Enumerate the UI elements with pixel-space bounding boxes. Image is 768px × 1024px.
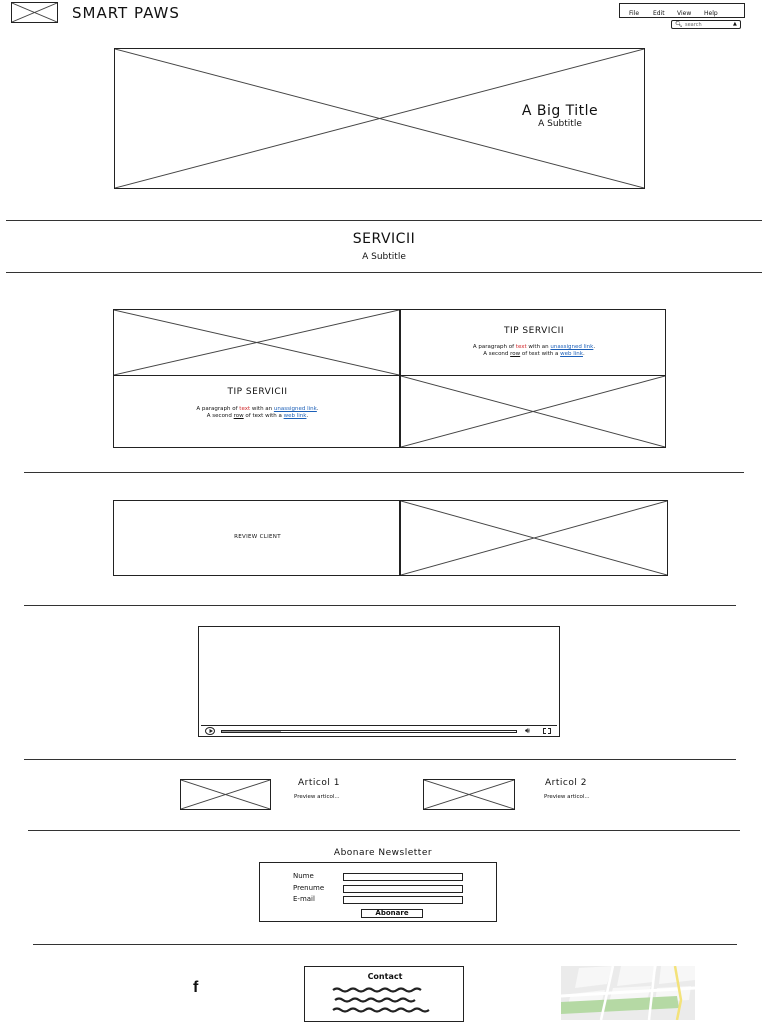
para-row-word: row (510, 351, 521, 357)
service-text-block-2 (113, 375, 400, 448)
prenume-label: Prenume (293, 884, 325, 892)
hero-banner (114, 48, 645, 189)
divider (28, 830, 740, 831)
divider (24, 605, 736, 606)
para-text: . (582, 351, 585, 357)
review-image (400, 500, 668, 576)
menu-edit[interactable]: Edit (653, 10, 665, 17)
menu-help[interactable]: Help (704, 10, 718, 17)
para-text: . (593, 344, 596, 350)
web-link[interactable]: web link (560, 351, 583, 357)
newsletter-title: Abonare Newsletter (333, 848, 433, 858)
contact-title: Contact (367, 972, 403, 981)
prenume-input[interactable] (343, 885, 463, 893)
nume-label: Nume (293, 872, 314, 880)
email-label: E-mail (293, 895, 315, 903)
divider (24, 472, 744, 473)
para-text: . (306, 413, 309, 419)
menu-view[interactable]: View (677, 10, 692, 17)
para-text: with an (250, 406, 274, 412)
para-text: A second (206, 413, 234, 419)
hero-title: A Big Title (521, 103, 599, 119)
logo-placeholder (11, 2, 58, 23)
article-1-title[interactable]: Articol 1 (298, 778, 340, 788)
video-progress-bar[interactable] (221, 730, 517, 733)
fullscreen-icon[interactable] (543, 728, 551, 734)
search-clear-icon[interactable]: ▲ (733, 21, 737, 27)
para-text: A paragraph of (472, 344, 516, 350)
menu-file[interactable]: File (629, 10, 640, 17)
video-controls-bar (201, 725, 557, 736)
service-image-2 (400, 375, 666, 448)
contact-scribble-text (329, 985, 439, 1021)
brand-name: SMART PAWS (72, 4, 180, 22)
services-subtitle: A Subtitle (362, 252, 406, 262)
web-link[interactable]: web link (283, 413, 307, 419)
article-2-title[interactable]: Articol 2 (545, 778, 587, 788)
play-icon[interactable] (205, 727, 215, 735)
hero-subtitle: A Subtitle (538, 119, 582, 129)
para-text: . (316, 406, 319, 412)
video-progress-fill (222, 731, 281, 732)
article-1-image[interactable] (180, 779, 271, 810)
service-image-1 (113, 309, 400, 376)
divider (24, 759, 736, 760)
para-text: A second (483, 351, 511, 357)
unassigned-link[interactable]: unassigned link (550, 344, 594, 350)
unassigned-link[interactable]: unassigned link (273, 406, 317, 412)
service-block-title: TIP SERVICII (227, 387, 288, 397)
email-input[interactable] (343, 896, 463, 904)
para-text: of text with a (243, 413, 284, 419)
contact-box (304, 966, 464, 1022)
abonare-button[interactable]: Abonare (361, 909, 423, 918)
divider (6, 272, 762, 273)
para-text: of text with a (520, 351, 561, 357)
location-map[interactable] (561, 966, 695, 1020)
review-client-label: REVIEW CLIENT (234, 534, 281, 540)
review-client-box (113, 500, 400, 576)
service-block-title: TIP SERVICII (503, 326, 564, 336)
para-text: with an (526, 344, 551, 350)
article-1-preview: Preview articol... (294, 794, 340, 800)
search-box[interactable] (671, 20, 741, 29)
divider (33, 944, 737, 945)
para-red-text: text (239, 406, 251, 412)
services-title: SERVICII (352, 231, 416, 247)
volume-icon[interactable]: 🔊︎ (525, 726, 531, 735)
article-2-image[interactable] (423, 779, 515, 810)
facebook-icon[interactable]: f (193, 979, 199, 996)
article-2-preview: Preview articol... (544, 794, 590, 800)
search-placeholder: search (685, 22, 702, 28)
divider (6, 220, 762, 221)
para-text: A paragraph of (196, 406, 240, 412)
search-icon: 🔍︎ (675, 21, 683, 28)
video-player[interactable] (198, 626, 560, 737)
newsletter-form (259, 862, 497, 922)
menu-bar (619, 3, 745, 18)
service-text-block-1 (400, 309, 666, 376)
para-row-word: row (233, 413, 244, 419)
service-block-paragraph (401, 344, 667, 358)
nume-input[interactable] (343, 873, 463, 881)
para-red-text: text (515, 344, 527, 350)
service-block-paragraph (114, 406, 401, 420)
